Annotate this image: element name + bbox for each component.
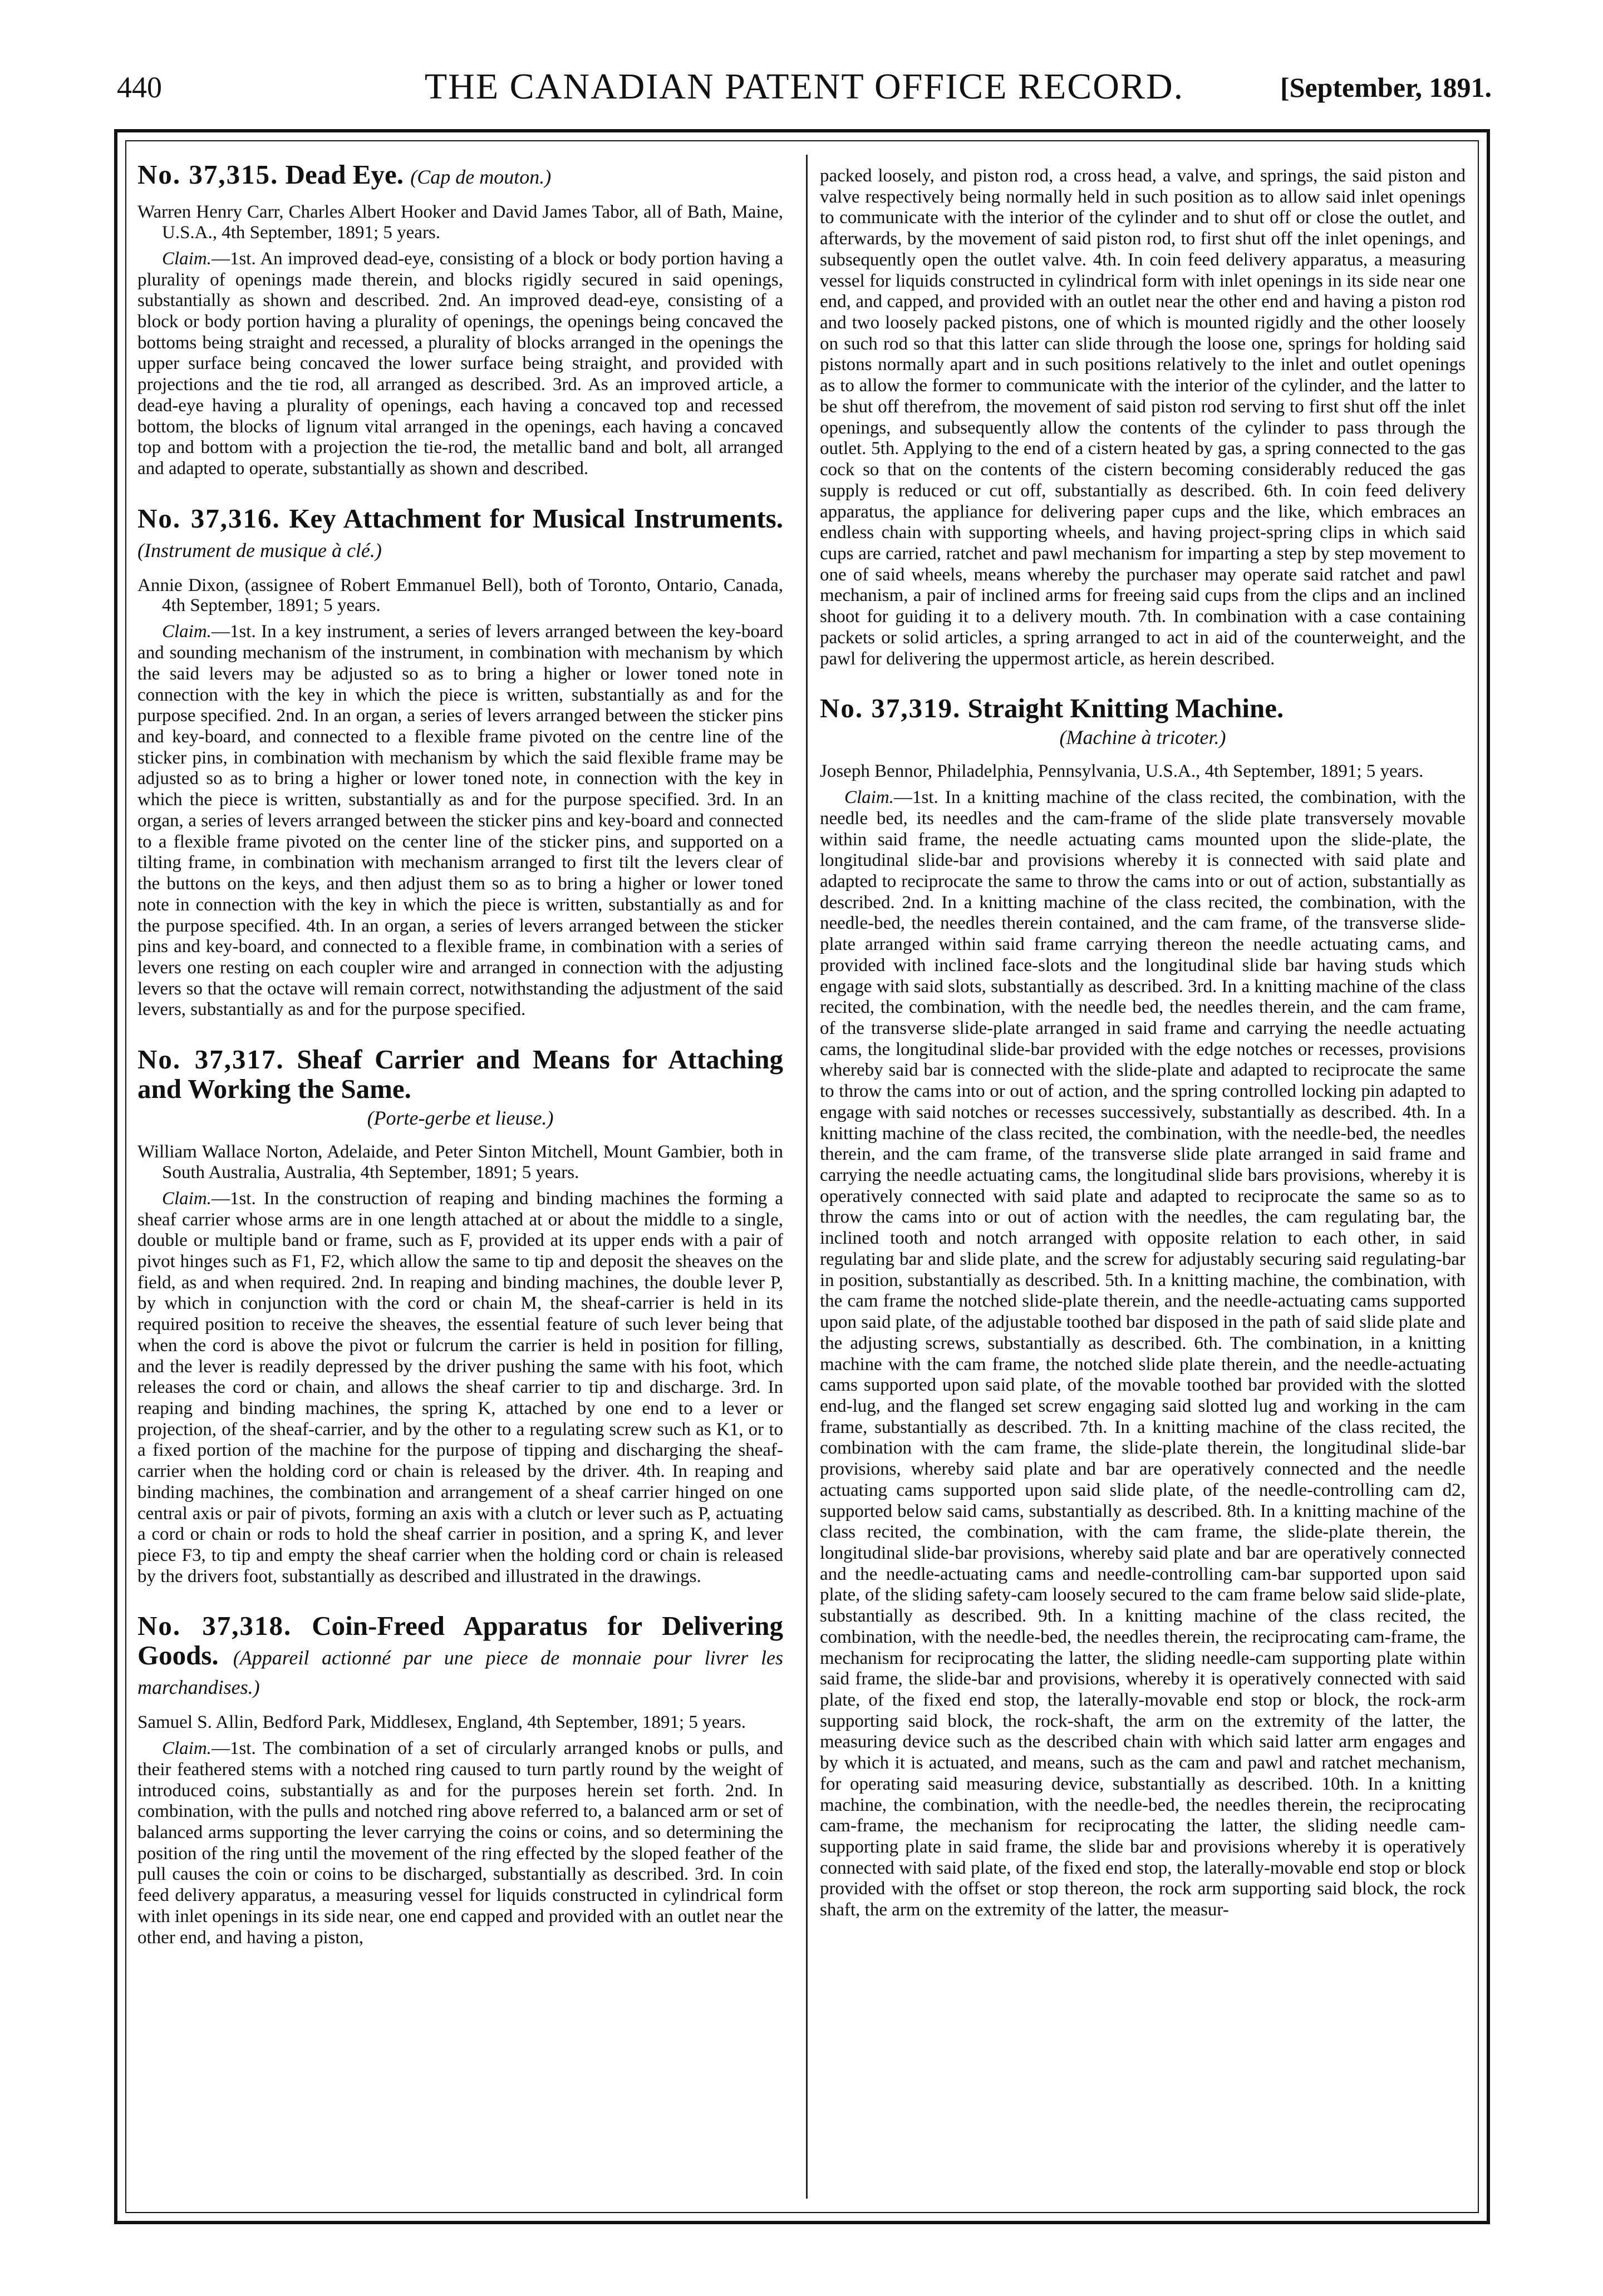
patent-number: No. 37,318. xyxy=(137,1610,292,1642)
patent-entry-37319 xyxy=(820,694,1466,1921)
claim xyxy=(820,787,1466,1921)
claim-label: Claim. xyxy=(162,1188,212,1209)
grantee: Joseph Bennor, Philadelphia, Pennsylvania, U.S.A., 4th September, 1891; 5 years. xyxy=(820,761,1424,782)
patent-entry-37318 xyxy=(137,1612,783,1948)
entry-heading xyxy=(137,1612,783,1700)
french-title: (Machine à tricoter.) xyxy=(1059,726,1226,749)
journal-title: THE CANADIAN PATENT OFFICE RECORD. xyxy=(424,66,1184,107)
grantee: Samuel S. Allin, Bedford Park, Middlesex, England, 4th September, 1891; 5 years. xyxy=(137,1712,746,1733)
entry-heading xyxy=(137,160,783,190)
page-number: 440 xyxy=(117,71,162,104)
claim xyxy=(137,1189,783,1588)
claim-text: —1st. In a knitting machine of the class recited, the combination, with the needle bed, its needles and the cam-frame of the slide plate transversely movable within said frame, the needle actuating cams mounted upon the slide-plate, the longitudinal slide-bar and provisions whereby it is connected with said plate and adapted to reciprocate the same to throw the cams into or out of action, substantially as described. 2nd. In a knitting machine of the class recited, the combination, with the needle-bed, the needles therein contained, and the cam frame, of the transverse slide-plate arranged within said frame carrying thereon the needle actuating cams, and provided with inclined face-slots and the longitudinal slide bar having studs which engage with said slots, substantially as described. 3rd. In a knitting machine of the class recited, the combination, with the needle bed, the needles therein, and the cam frame, of the transverse slide-plate arranged in said frame and carrying the needle actuating cams, the longitudinal slide-bar provided with the edge notches or recesses, provisions whereby said bar is connected with the slide-plate and adapted to reciprocate the same to throw the cams into or out of action, and the spring controlled locking pin adapted to engage with said notches or recesses successively, substantially as described. 4th. In a knitting machine of the class recited, the combination, with the needle-bed, the needles therein, and the cam frame, of the transverse slide plate arranged in said frame and carrying the needle actuating cams, the longitudinal slide bars provisions, whereby it is operatively connected with said plate and adapted to reciprocate the same so as to throw the cams into or out of action with the needles, the cam regulating bar, the inclined tooth and notch arranged with opposite relation to each other, in said regulating bar and slide plate, and the screw for adjustably securing said regulating-bar in position, substantially as described. 5th. In a knitting machine, the combination, with the cam frame the notched slide-plate therein, and the needle-actuating cams supported upon said plate, of the adjustable toothed bar disposed in the path of said slide plate and the adjusting screws, substantially as described. 6th. The combination, in a knitting machine with the cam frame, the notched slide plate therein, and the needle-actuating cams supported upon said plate, of the movable toothed bar provided with the slotted end-lug, and the flanged set screw engaging said slotted lug and working in the cam frame, substantially as described. 7th. In a knitting machine of the class recited, the combination with the cam frame, the slide-plate therein, the longitudinal slide-bar provisions, whereby said plate and bar are operatively connected and the needle actuating cams supported upon said slide plate, of the needle-controlling cam d2, supported below said cams, substantially as described. 8th. In a knitting machine of the class recited, the combination, with the cam frame, the slide-plate therein, the longitudinal slide-bar provisions, whereby said plate and bar are operatively connected and the needle-actuating cams and needle-controlling cam-bar supported upon said plate, of the sliding safety-cam loosely secured to the cam frame below said slide-plate, substantially as described. 9th. In a knitting machine of the class recited, the combination, with the needle-bed, the needles therein, the reciprocating cam-frame, the mechanism for reciprocating the latter, the sliding needle-cam supporting plate within said frame, the slide-bar and provisions, whereby it is operatively connected with said plate, of the fixed end stop, the laterally-movable end stop or block, the rock-arm supporting said block, the rock-shaft, the arm on the extremity of the latter, the measuring device such as the described chain with which said latter arm engages and by which it is actuated, and means, such as the cam and pawl and ratchet mechanism, for operating said measuring device, substantially as described. 10th. In a knitting machine, the combination, with the needle-bed, the needles therein, the reciprocating cam-frame, the mechanism for reciprocating the latter, the sliding needle cam-supporting plate in said frame, the slide bar and provisions whereby it is operatively connected with said plate, of the fixed end stop, the laterally-movable end stop or block provided with the offset or stop thereon, the rock arm supporting said block, the rock shaft, the arm on the extremity of the latter, the measur- xyxy=(820,787,1466,1920)
right-column xyxy=(820,160,1466,1921)
left-column xyxy=(137,160,783,1948)
grantee: Warren Henry Carr, Charles Albert Hooker and David James Tabor, all of Bath, Maine, U.S.A., 4th September, 1891; 5 years. xyxy=(137,201,783,243)
claim-label: Claim. xyxy=(844,787,894,808)
patent-entry-37317 xyxy=(137,1045,783,1587)
patent-title: Straight Knitting Machine. xyxy=(967,693,1284,724)
entry-heading xyxy=(820,694,1466,723)
french-title: (Cap de mouton.) xyxy=(410,166,552,188)
patent-entry-37316 xyxy=(137,504,783,1021)
patent-title: Key Attachment for Musical Instruments. xyxy=(289,502,783,534)
entry-heading xyxy=(137,1045,783,1104)
patent-entry-37315 xyxy=(137,160,783,480)
french-title: (Instrument de musique à clé.) xyxy=(137,539,382,561)
content-frame xyxy=(114,129,1490,2224)
grantee: William Wallace Norton, Adelaide, and Peter Sinton Mitchell, Mount Gambier, both in South Australia, Australia, 4th September, 1891; 5 years. xyxy=(137,1141,783,1183)
french-title: (Porte-gerbe et lieuse.) xyxy=(367,1106,554,1129)
claim-text: —1st. In a key instrument, a series of levers arranged between the key-board and sounding mechanism of the instrument, in combination with mechanism by which the said levers may be adjusted so as to bring a higher or lower toned note in connection with the key in which the piece is written, substantially as and for the purpose specified. 2nd. In an organ, a series of levers arranged between the sticker pins and key-board, and connected to a flexible frame pivoted on the centre line of the sticker pins, in combination with mechanism by which the said flexible frame may be adjusted so as to bring a higher or lower toned note, in connection with the key in which the piece is written, substantially as and for the purpose specified. 3rd. In an organ, a series of levers arranged between the sticker pins and key-board and connected to a flexible frame pivoted on the center line of the sticker pins, and supported on a tilting frame, in combination with mechanism arranged to first tilt the levers clear of the buttons on the keys, and then adjust them so as to bring a higher or lower toned note in connection with the key in which the piece is written, substantially as and for the purpose specified. 4th. In an organ, a series of levers arranged between the sticker pins and key-board, and connected to a flexible frame, in combination with a series of levers one resting on each coupler wire and arranged in connection with the adjusting levers so that the octave will remain correct, notwithstanding the adjustment of the said levers, substantially as and for the purpose specified. xyxy=(137,622,783,1020)
patent-number: No. 37,316. xyxy=(137,502,281,534)
claim xyxy=(137,249,783,480)
patent-number: No. 37,319. xyxy=(820,693,961,724)
patent-number: No. 37,315. xyxy=(137,159,279,190)
french-title: (Appareil actionné par une piece de monnaie pour livrer les marchandises.) xyxy=(137,1647,784,1699)
grantee: Annie Dixon, (assignee of Robert Emmanuel Bell), both of Toronto, Ontario, Canada, 4th September, 1891; 5 years. xyxy=(137,575,783,616)
claim-continuation: packed loosely, and piston rod, a cross head, a valve, and springs, the said piston and valve respectively being normally held in such position as to allow said inlet openings to communicate with the interior of the cylinder and to shut off or close the outlet, and afterwards, by the movement of said piston rod, to first shut off the inlet openings, and subsequently open the outlet valve. 4th. In coin feed delivery apparatus, a measuring vessel for liquids constructed in cylindrical form with inlet openings in its side near one end, and capped, and provided with an outlet near the other end and having a piston rod and two loosely packed pistons, one of which is mounted rigidly and the other loosely on such rod so that this latter can slide through the loose one, springs for holding said pistons normally apart and in such positions relatively to the inlet and outlet openings as to allow the former to communicate with the interior of the cylinder, and the latter to be shut off therefrom, the movement of said piston rod serving to first shut off the inlet openings, and subsequently allow the contents of the cylinder to pass through the outlet. 5th. Applying to the end of a cistern heated by gas, a spring connected to the gas cock so that on the contents of the cistern becoming considerably reduced the gas supply is reduced or cut off, substantially as described. 6th. In coin feed delivery apparatus, the appliance for delivering paper cups and the like, which embraces an endless chain with supporting wheels, and having project-spring clips in which said cups are carried, ratchet and pawl mechanism for imparting a step by step movement to one of said wheels, means whereby the purchaser may operate said ratchet and pawl mechanism, a pair of inclined arms for freeing said cups from the clips and an inclined shoot for guiding it to a delivery mouth. 7th. In combination with a case containing packets or solid articles, a spring arranged to act in aid of the counterweight, and the pawl for delivering the uppermost article, as herein described. xyxy=(820,166,1466,669)
patent-title: Sheaf Carrier and Means for Attaching and Working the Same. xyxy=(137,1044,783,1104)
claim-text: —1st. An improved dead-eye, consisting of a block or body portion having a plurality of openings made therein, and blocks rigidly secured in said openings, substantially as shown and described. 2nd. An improved dead-eye, consisting of a block or body portion having a plurality of openings, the openings being concaved the bottoms being straight and recessed, a plurality of blocks arranged in the openings the upper surface being concaved the lower surface being straight, and provided with projections and the tie rod, all arranged as described. 3rd. As an improved article, a dead-eye having a plurality of openings, each having a concaved top and recessed bottom, the blocks of lignum vital arranged in the openings, each having a concaved top and bottom with a projection the tie-rod, the metallic band and bolt, all arranged and adapted to operate, substantially as shown and described. xyxy=(137,248,783,479)
claim-label: Claim. xyxy=(162,1738,212,1759)
patent-number: No. 37,317. xyxy=(137,1044,284,1075)
column-divider xyxy=(806,155,808,2199)
issue-date: [September, 1891. xyxy=(1280,72,1492,103)
claim xyxy=(137,1738,783,1948)
patent-title: Coin-Freed Apparatus for Delivering Goods. xyxy=(137,1610,784,1671)
patent-title: Dead Eye. xyxy=(285,159,404,190)
entry-heading xyxy=(137,504,783,563)
claim-text: —1st. The combination of a set of circularly arranged knobs or pulls, and their feathered stems with a notched ring caused to turn partly round by the weight of introduced coins, substantially as and for the purposes herein set forth. 2nd. In combination, with the pulls and notched ring above referred to, a balanced arm or set of balanced arms supporting the lever carrying the coins or coins, and so determining the position of the ring until the movement of the ring effected by the sloped feather of the pull causes the coin or coins to be discharged, substantially as described. 3rd. In coin feed delivery apparatus, a measuring vessel for liquids constructed in cylindrical form with inlet openings in its side near, one end capped and provided with an outlet near the other end, and having a piston, xyxy=(137,1738,783,1948)
claim-label: Claim. xyxy=(162,248,212,269)
claim xyxy=(137,622,783,1021)
claim-label: Claim. xyxy=(162,622,212,642)
page-header xyxy=(117,66,1492,121)
claim-text: —1st. In the construction of reaping and binding machines the forming a sheaf carrier whose arms are in one length attached at or about the middle to a single, double or multiple band or frame, such as F, provided at its upper ends with a pair of pivot hinges such as F1, F2, which allow the same to tip and deposit the sheaves on the field, as and when required. 2nd. In reaping and binding machines, the double lever P, by which in conjunction with the cord or chain M, the sheaf-carrier is held in its required position to receive the sheaves, the essential feature of such lever being that when the cord is above the pivot or fulcrum the carrier is held in position for filling, and the lever is readily depressed by the driver pushing the same with his foot, which releases the cord or chain, and allows the sheaf carrier to tip and discharge. 3rd. In reaping and binding machines, the spring K, attached by one end to a lever or projection, of the sheaf-carrier, and by the other to a regulating screw such as K1, or to a fixed portion of the machine for the purpose of tipping and discharging the sheaf-carrier when the holding cord or chain is released by the driver. 4th. In reaping and binding machines, the combination and arrangement of a sheaf carrier hinged on one central axis or pair of pivots, forming an axis with a clutch or lever such as P, actuating a cord or chain or rods to hold the sheaf carrier in position, and a spring K, and lever piece F3, to tip and empty the sheaf carrier when the holding cord or chain is released by the drivers foot, substantially as described and illustrated in the drawings. xyxy=(137,1188,783,1586)
